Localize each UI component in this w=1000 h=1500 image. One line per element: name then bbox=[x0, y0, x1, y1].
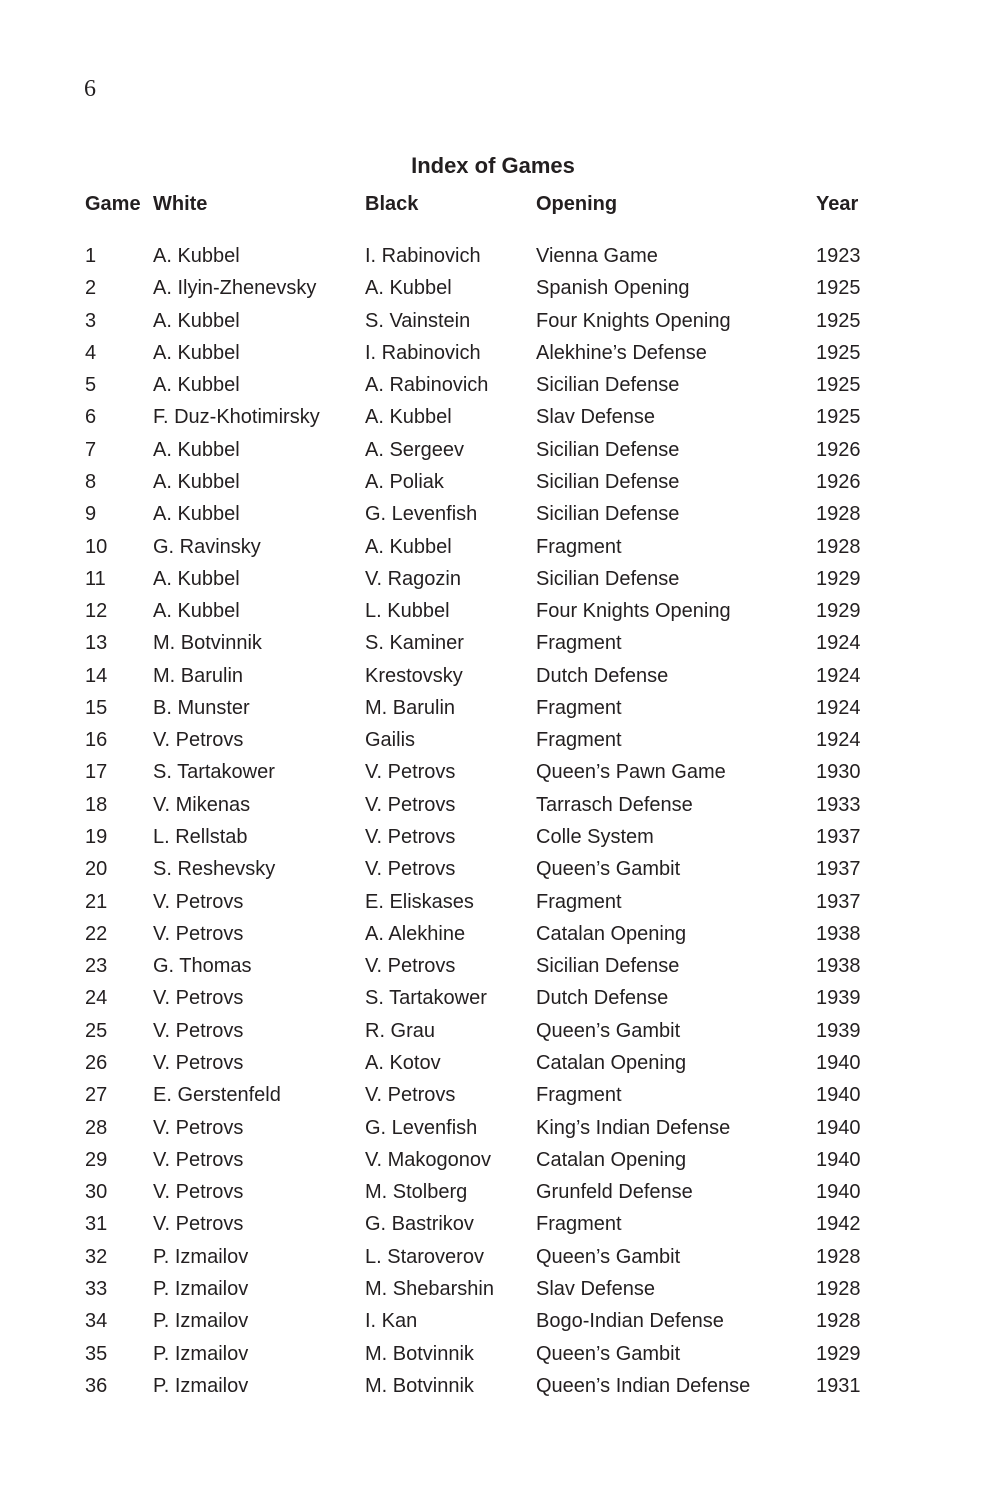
game-number-cell: 12 bbox=[85, 600, 108, 623]
table-row bbox=[0, 1273, 1000, 1305]
year-cell: 1925 bbox=[816, 277, 861, 300]
white-player-cell: A. Kubbel bbox=[153, 245, 240, 267]
white-player-cell: A. Kubbel bbox=[153, 503, 240, 526]
header-game: Game bbox=[85, 193, 141, 215]
table-row bbox=[0, 272, 1000, 304]
opening-cell: Fragment bbox=[536, 890, 622, 913]
header-opening: Opening bbox=[536, 193, 618, 215]
white-player-cell: V. Petrovs bbox=[153, 729, 244, 752]
header-white: White bbox=[153, 193, 208, 215]
black-player-cell: G. Bastrikov bbox=[365, 1213, 474, 1236]
opening-cell: Fragment bbox=[536, 1084, 622, 1107]
white-player-cell: P. Izmailov bbox=[153, 1310, 249, 1333]
table-row bbox=[0, 1370, 1000, 1402]
table-row bbox=[0, 1015, 1000, 1047]
game-number-cell: 16 bbox=[85, 729, 108, 752]
year-cell: 1930 bbox=[816, 761, 861, 784]
year-cell: 1928 bbox=[816, 1277, 861, 1300]
year-cell: 1924 bbox=[816, 696, 861, 719]
table-row bbox=[0, 627, 1000, 659]
white-player-cell: V. Petrovs bbox=[153, 1148, 244, 1171]
white-player-cell: A. Ilyin-Zhenevsky bbox=[153, 277, 317, 300]
white-player-cell: V. Petrovs bbox=[153, 987, 244, 1010]
year-cell: 1938 bbox=[816, 955, 861, 978]
game-number-cell: 32 bbox=[85, 1245, 108, 1268]
game-number-cell: 25 bbox=[85, 1019, 108, 1042]
table-row bbox=[0, 918, 1000, 950]
black-player-cell: A. Kubbel bbox=[365, 535, 452, 558]
table-row bbox=[0, 1144, 1000, 1176]
table-row bbox=[0, 756, 1000, 788]
opening-cell: Queen’s Gambit bbox=[536, 1342, 681, 1365]
table-row bbox=[0, 1047, 1000, 1079]
opening-cell: Grunfeld Defense bbox=[536, 1181, 693, 1204]
year-cell: 1940 bbox=[816, 1116, 861, 1139]
table-row bbox=[0, 466, 1000, 498]
opening-cell: Fragment bbox=[536, 729, 622, 752]
black-player-cell: A. Kubbel bbox=[365, 277, 452, 300]
white-player-cell: P. Izmailov bbox=[153, 1342, 249, 1365]
black-player-cell: I. Kan bbox=[365, 1310, 418, 1333]
black-player-cell: V. Petrovs bbox=[365, 955, 456, 978]
year-cell: 1940 bbox=[816, 1052, 861, 1074]
opening-cell: Sicilian Defense bbox=[536, 374, 680, 397]
white-player-cell: M. Botvinnik bbox=[153, 632, 262, 655]
table-row bbox=[0, 724, 1000, 756]
opening-cell: Four Knights Opening bbox=[536, 600, 731, 623]
table-row bbox=[0, 305, 1000, 337]
year-cell: 1928 bbox=[816, 1245, 861, 1268]
game-number-cell: 31 bbox=[85, 1213, 108, 1236]
game-number-cell: 13 bbox=[85, 632, 108, 655]
table-row bbox=[0, 401, 1000, 433]
black-player-cell: V. Petrovs bbox=[365, 1084, 456, 1107]
black-player-cell: A. Kotov bbox=[365, 1052, 441, 1074]
black-player-cell: L. Kubbel bbox=[365, 600, 450, 623]
white-player-cell: V. Mikenas bbox=[153, 793, 251, 816]
opening-cell: Fragment bbox=[536, 696, 622, 719]
opening-cell: Bogo-Indian Defense bbox=[536, 1310, 724, 1333]
white-player-cell: V. Petrovs bbox=[153, 1116, 244, 1139]
table-row bbox=[0, 789, 1000, 821]
page-title: Index of Games bbox=[411, 153, 575, 178]
white-player-cell: L. Rellstab bbox=[153, 826, 248, 849]
opening-cell: Sicilian Defense bbox=[536, 470, 680, 493]
game-number-cell: 2 bbox=[85, 277, 97, 300]
year-cell: 1924 bbox=[816, 664, 861, 687]
year-cell: 1928 bbox=[816, 535, 861, 558]
game-number-cell: 9 bbox=[85, 503, 97, 526]
black-player-cell: I. Rabinovich bbox=[365, 245, 481, 267]
year-cell: 1926 bbox=[816, 470, 861, 493]
black-player-cell: E. Eliskases bbox=[365, 890, 474, 913]
game-number-cell: 34 bbox=[85, 1310, 108, 1333]
game-number-cell: 30 bbox=[85, 1181, 108, 1204]
table-row bbox=[0, 434, 1000, 466]
game-number-cell: 1 bbox=[85, 245, 97, 267]
table-row bbox=[0, 692, 1000, 724]
black-player-cell: Krestovsky bbox=[365, 664, 463, 687]
white-player-cell: S. Reshevsky bbox=[153, 858, 276, 881]
year-cell: 1925 bbox=[816, 309, 861, 332]
black-player-cell: A. Poliak bbox=[365, 470, 444, 493]
game-number-cell: 33 bbox=[85, 1277, 108, 1300]
opening-cell: Dutch Defense bbox=[536, 987, 669, 1010]
white-player-cell: A. Kubbel bbox=[153, 309, 240, 332]
table-row bbox=[0, 1079, 1000, 1111]
game-number-cell: 3 bbox=[85, 309, 97, 332]
table-row bbox=[0, 1241, 1000, 1273]
table-row bbox=[0, 1176, 1000, 1208]
white-player-cell: A. Kubbel bbox=[153, 470, 240, 493]
game-number-cell: 15 bbox=[85, 696, 108, 719]
opening-cell: Catalan Opening bbox=[536, 922, 687, 945]
game-number-cell: 20 bbox=[85, 858, 108, 881]
game-number-cell: 14 bbox=[85, 664, 108, 687]
game-number-cell: 5 bbox=[85, 374, 97, 397]
black-player-cell: S. Kaminer bbox=[365, 632, 464, 655]
year-cell: 1925 bbox=[816, 341, 861, 364]
black-player-cell: R. Grau bbox=[365, 1019, 436, 1042]
year-cell: 1939 bbox=[816, 987, 861, 1010]
opening-cell: Vienna Game bbox=[536, 245, 658, 267]
game-number-cell: 35 bbox=[85, 1342, 108, 1365]
white-player-cell: A. Kubbel bbox=[153, 600, 240, 623]
game-number-cell: 11 bbox=[85, 567, 106, 590]
year-cell: 1925 bbox=[816, 406, 861, 429]
table-row bbox=[0, 531, 1000, 563]
table-row bbox=[0, 369, 1000, 401]
opening-cell: Dutch Defense bbox=[536, 664, 669, 687]
black-player-cell: V. Makogonov bbox=[365, 1148, 492, 1171]
year-cell: 1926 bbox=[816, 438, 861, 461]
table-row bbox=[0, 1208, 1000, 1240]
opening-cell: Sicilian Defense bbox=[536, 955, 680, 978]
white-player-cell: P. Izmailov bbox=[153, 1245, 249, 1268]
table-row bbox=[0, 240, 1000, 272]
table-row bbox=[0, 950, 1000, 982]
year-cell: 1940 bbox=[816, 1148, 861, 1171]
year-cell: 1939 bbox=[816, 1019, 861, 1042]
black-player-cell: M. Botvinnik bbox=[365, 1374, 474, 1397]
opening-cell: Sicilian Defense bbox=[536, 438, 680, 461]
black-player-cell: A. Rabinovich bbox=[365, 374, 489, 397]
opening-cell: Queen’s Pawn Game bbox=[536, 761, 726, 784]
year-cell: 1937 bbox=[816, 858, 861, 881]
opening-cell: Four Knights Opening bbox=[536, 309, 731, 332]
game-number-cell: 8 bbox=[85, 470, 97, 493]
table-row bbox=[0, 1338, 1000, 1370]
game-number-cell: 10 bbox=[85, 535, 108, 558]
opening-cell: Fragment bbox=[536, 535, 622, 558]
year-cell: 1929 bbox=[816, 600, 861, 623]
opening-cell: Spanish Opening bbox=[536, 277, 690, 300]
header-year: Year bbox=[816, 193, 859, 215]
year-cell: 1940 bbox=[816, 1181, 861, 1204]
black-player-cell: G. Levenfish bbox=[365, 503, 478, 526]
game-number-cell: 24 bbox=[85, 987, 108, 1010]
black-player-cell: V. Petrovs bbox=[365, 858, 456, 881]
opening-cell: Queen’s Indian Defense bbox=[536, 1374, 751, 1397]
game-number-cell: 23 bbox=[85, 955, 108, 978]
black-player-cell: A. Kubbel bbox=[365, 406, 452, 429]
opening-cell: Tarrasch Defense bbox=[536, 793, 693, 816]
game-number-cell: 28 bbox=[85, 1116, 108, 1139]
table-row bbox=[0, 660, 1000, 692]
year-cell: 1928 bbox=[816, 503, 861, 526]
black-player-cell: I. Rabinovich bbox=[365, 341, 481, 364]
black-player-cell: M. Botvinnik bbox=[365, 1342, 474, 1365]
black-player-cell: V. Petrovs bbox=[365, 793, 456, 816]
white-player-cell: V. Petrovs bbox=[153, 1181, 244, 1204]
game-number-cell: 22 bbox=[85, 922, 108, 945]
year-cell: 1940 bbox=[816, 1084, 861, 1107]
table-row bbox=[0, 498, 1000, 530]
opening-cell: Sicilian Defense bbox=[536, 567, 680, 590]
white-player-cell: A. Kubbel bbox=[153, 374, 240, 397]
white-player-cell: P. Izmailov bbox=[153, 1374, 249, 1397]
white-player-cell: S. Tartakower bbox=[153, 761, 275, 784]
table-row bbox=[0, 853, 1000, 885]
black-player-cell: M. Barulin bbox=[365, 696, 456, 719]
black-player-cell: M. Shebarshin bbox=[365, 1277, 494, 1300]
white-player-cell: V. Petrovs bbox=[153, 1213, 244, 1236]
opening-cell: Catalan Opening bbox=[536, 1148, 687, 1171]
opening-cell: King’s Indian Defense bbox=[536, 1116, 731, 1139]
table-header-row bbox=[0, 188, 1000, 220]
black-player-cell: V. Petrovs bbox=[365, 826, 456, 849]
white-player-cell: B. Munster bbox=[153, 696, 250, 719]
white-player-cell: G. Thomas bbox=[153, 955, 252, 978]
opening-cell: Queen’s Gambit bbox=[536, 858, 681, 881]
white-player-cell: V. Petrovs bbox=[153, 1052, 244, 1074]
white-player-cell: P. Izmailov bbox=[153, 1277, 249, 1300]
white-player-cell: E. Gerstenfeld bbox=[153, 1084, 281, 1107]
white-player-cell: V. Petrovs bbox=[153, 1019, 244, 1042]
game-number-cell: 21 bbox=[85, 890, 108, 913]
page-number: 6 bbox=[84, 76, 96, 102]
table-row bbox=[0, 821, 1000, 853]
year-cell: 1929 bbox=[816, 567, 861, 590]
black-player-cell: V. Petrovs bbox=[365, 761, 456, 784]
opening-cell: Catalan Opening bbox=[536, 1052, 687, 1074]
game-number-cell: 29 bbox=[85, 1148, 108, 1171]
table-row bbox=[0, 563, 1000, 595]
opening-cell: Sicilian Defense bbox=[536, 503, 680, 526]
year-cell: 1938 bbox=[816, 922, 861, 945]
white-player-cell: M. Barulin bbox=[153, 664, 244, 687]
opening-cell: Slav Defense bbox=[536, 406, 655, 429]
game-number-cell: 26 bbox=[85, 1052, 108, 1074]
header-black: Black bbox=[365, 193, 419, 215]
game-number-cell: 19 bbox=[85, 826, 108, 849]
year-cell: 1923 bbox=[816, 245, 861, 267]
black-player-cell: M. Stolberg bbox=[365, 1181, 468, 1204]
game-number-cell: 7 bbox=[85, 438, 97, 461]
year-cell: 1929 bbox=[816, 1342, 861, 1365]
black-player-cell: A. Sergeev bbox=[365, 438, 464, 461]
year-cell: 1931 bbox=[816, 1374, 861, 1397]
year-cell: 1924 bbox=[816, 729, 861, 752]
opening-cell: Fragment bbox=[536, 632, 622, 655]
table-row bbox=[0, 886, 1000, 918]
year-cell: 1933 bbox=[816, 793, 861, 816]
game-number-cell: 27 bbox=[85, 1084, 108, 1107]
black-player-cell: Gailis bbox=[365, 729, 416, 752]
black-player-cell: G. Levenfish bbox=[365, 1116, 478, 1139]
game-number-cell: 18 bbox=[85, 793, 108, 816]
white-player-cell: G. Ravinsky bbox=[153, 535, 261, 558]
white-player-cell: A. Kubbel bbox=[153, 341, 240, 364]
table-row bbox=[0, 1112, 1000, 1144]
opening-cell: Slav Defense bbox=[536, 1277, 655, 1300]
opening-cell: Colle System bbox=[536, 826, 654, 849]
game-number-cell: 17 bbox=[85, 761, 108, 784]
black-player-cell: S. Vainstein bbox=[365, 309, 471, 332]
table-row bbox=[0, 1305, 1000, 1337]
opening-cell: Queen’s Gambit bbox=[536, 1245, 681, 1268]
year-cell: 1942 bbox=[816, 1213, 861, 1236]
black-player-cell: V. Ragozin bbox=[365, 567, 461, 590]
black-player-cell: A. Alekhine bbox=[365, 922, 466, 945]
white-player-cell: A. Kubbel bbox=[153, 438, 240, 461]
white-player-cell: A. Kubbel bbox=[153, 567, 240, 590]
white-player-cell: F. Duz-Khotimirsky bbox=[153, 406, 320, 429]
game-number-cell: 6 bbox=[85, 406, 97, 429]
table-row bbox=[0, 595, 1000, 627]
opening-cell: Queen’s Gambit bbox=[536, 1019, 681, 1042]
year-cell: 1924 bbox=[816, 632, 861, 655]
game-number-cell: 4 bbox=[85, 341, 97, 364]
game-number-cell: 36 bbox=[85, 1374, 108, 1397]
year-cell: 1928 bbox=[816, 1310, 861, 1333]
black-player-cell: S. Tartakower bbox=[365, 987, 487, 1010]
white-player-cell: V. Petrovs bbox=[153, 922, 244, 945]
white-player-cell: V. Petrovs bbox=[153, 890, 244, 913]
table-row bbox=[0, 982, 1000, 1014]
year-cell: 1937 bbox=[816, 890, 861, 913]
year-cell: 1925 bbox=[816, 374, 861, 397]
year-cell: 1937 bbox=[816, 826, 861, 849]
opening-cell: Alekhine’s Defense bbox=[536, 341, 707, 364]
black-player-cell: L. Staroverov bbox=[365, 1245, 484, 1268]
table-row bbox=[0, 337, 1000, 369]
opening-cell: Fragment bbox=[536, 1213, 622, 1236]
